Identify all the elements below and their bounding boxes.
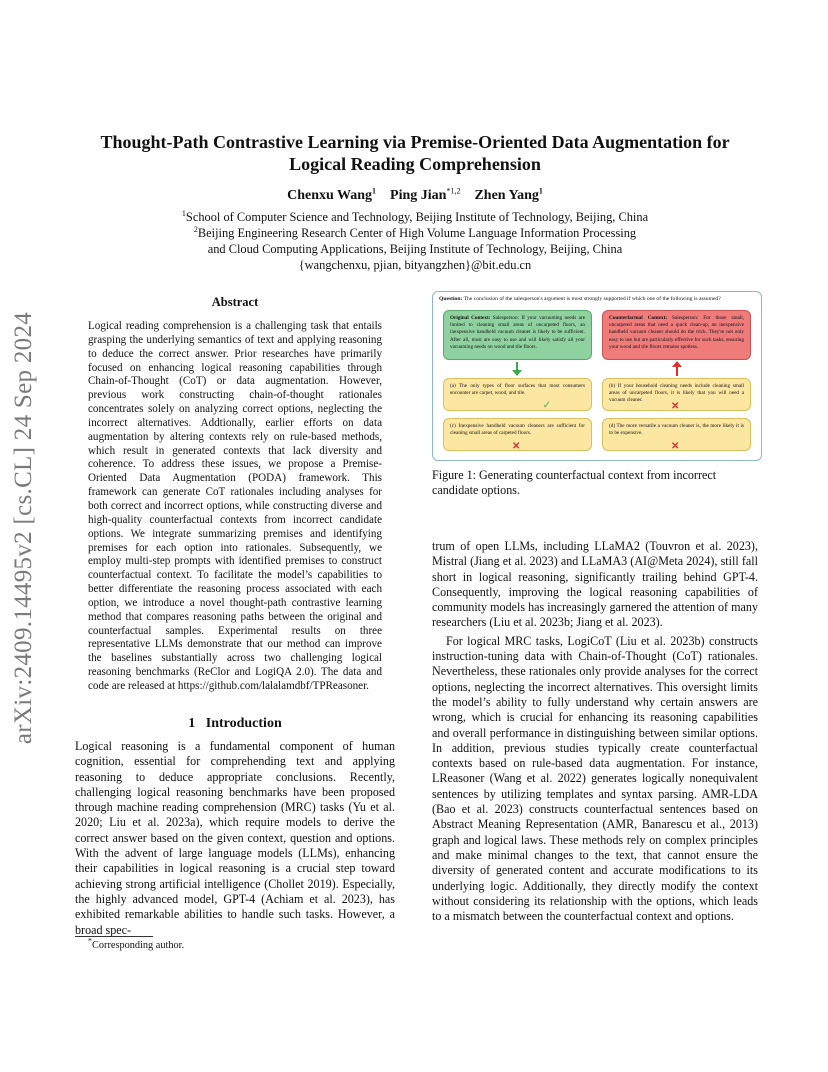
affiliation: $^1$School of Computer Science and Technology, Beijing Institute of Technology, Beijing, China <box>181 208 649 224</box>
intro-paragraph: For logical MRC tasks, LogiCoT (Liu et al. 2023b) constructs instruction-tuning data with Chain-of-Thought (CoT) rationales. Nevertheless, these rationales only provide analyses for the correct options, neglecting the incorrect alternatives. This oversight limits the model’s ability to fully understand why certain answers are wrong, which is crucial for enhancing its reasoning capabilities and overall performance in distinguishing between similar options. In addition, previous studies typically create counterfactual contexts based on rule-based data augmentation. For instance, LReasoner (Wang et al. 2022) generates logically nonequivalent sentences by utilizing templates and syntax parsing. AMR-LDA (Bao et al. 2023) constructs counterfactual sentences based on Abstract Meaning Representation (AMR, Banarescu et al., 2013) graph and logical laws. These methods rely on complex principles and make minimal changes to the text, that cannot ensure the diversity of generated content and accurate modifications to its underlying logic. Additionally, they directly modify the context without considering its relationship with the options, which leads to a mismatch between the counterfactual context and options. <box>432 633 758 924</box>
figure-caption: Figure 1: Generating counterfactual context from incorrect candidate options. <box>432 468 717 498</box>
up-arrowhead-icon <box>672 361 682 367</box>
figure-1 <box>432 291 762 461</box>
intro-right-column <box>432 539 758 924</box>
paper-title-line1: Thought-Path Contrastive Learning via Premise-Oriented Data Augmentation for <box>100 132 730 152</box>
check-icon: ✓ <box>542 399 551 411</box>
author-name: Ping Jian <box>390 188 447 203</box>
author-name: Zhen Yang <box>474 188 539 203</box>
section-heading: 1 Introduction <box>188 716 282 731</box>
option-b-box: (b) If your household cleaning needs include cleaning small areas of uncarpeted floors, it is likely that you will need a vacuum cleaner. ✕ <box>602 378 751 411</box>
down-arrowhead-icon <box>512 370 522 376</box>
intro-paragraph: Logical reasoning is a fundamental component of human cognition, essential for comprehending text and applying reasoning to deduce appropriate conclusions. Recently, challenging logical reasoning benchmarks have been proposed through machine reading comprehension (MRC) tasks (Yu et al. 2020; Liu et al. 2023a), which require models to derive the correct answer based on the given context, question and options. With the advent of large language models (LLMs), enhancing their capabilities in logical reasoning is a crucial step toward achieving strong artificial intelligence (Chollet 2019). Especially, the highly advanced model, GPT-4 (Achiam et al. 2023), has exhibited remarkable abilities to handle such tasks. However, a broad spec- <box>75 739 395 937</box>
affiliation: and Cloud Computing Applications, Beijing Institute of Technology, Beijing, China <box>207 242 623 256</box>
cross-icon: ✕ <box>671 400 680 412</box>
cross-icon: ✕ <box>512 440 521 452</box>
arxiv-stamp <box>0 288 48 768</box>
option-a-box: (a) The only types of floor surfaces that most consumers encounter are carpet, wood, and tile. ✓ <box>443 378 592 411</box>
paper-title-line2: Logical Reading Comprehension <box>289 154 541 174</box>
author-emails: {wangchenxu, pjian, bityangzhen}@bit.edu.cn <box>298 258 532 272</box>
abstract-heading: Abstract <box>211 295 259 309</box>
option-c-box: (c) Inexpensive handheld vacuum cleaners are sufficient for cleaning small areas of carpeted floors. ✕ <box>443 418 592 451</box>
author-name: Chenxu Wang <box>287 188 373 203</box>
up-arrow-icon <box>676 366 678 376</box>
author-list: Chenxu Wang$^1$ Ping Jian$^{*1,2}$ Zhen Yang$^1$ <box>287 186 543 203</box>
footnote-rule <box>75 936 153 937</box>
figure-question: Question: The conclusion of the salesperson's argument is most strongly supported if which one of the following is assumed? <box>439 296 721 302</box>
abstract-text: Logical reading comprehension is a challenging task that entails grasping the underlying semantics of text and applying reasoning to deduce the correct answer. Prior researches have primarily focused on enhancing logical reasoning capabilities through Chain-of-Thought (CoT) or data augmentation. However, previous work constructing chain-of-thought rationales concentrates solely on analyzing correct options, neglecting the incorrect alternatives. Addtionally, earlier efforts on data augmentation by altering contexts rely on rule-based methods, which result in generated contexts that lack diversity and coherence. To address these issues, we propose a Premise-Oriented Data Augmentation (PODA) framework. This framework can generate CoT rationales including analyses for both correct and incorrect options, while constructing diverse and high-quality counterfactual contexts from incorrect candidate options. We integrate summarizing premises and identifying premises for each option into rationales. Subsequently, we employ multi-step prompts with identified premises to construct counterfactual context. To facilitate the model’s capabilities to better differentiate the reasoning process associated with each option, we introduce a novel thought-path contrastive learning method that compares reasoning paths between the original and counterfactual samples. Experimental results on three representative LLMs demonstrate that our method can improve the baselines substantially across two challenging logical reasoning benchmarks (ReClor and LogiQA 2.0). The data and code are released at https://github.com/lalalamdbf/TPReasoner. <box>88 320 382 692</box>
original-context-box: Original Context: Salesperson: If your vacuuming needs are limited to cleaning small areas of uncarpeted floors, an inexpensive handheld vacuum cleaner is likely to be sufficient. After all, most are easy to use and will likely satisfy all your vacuuming needs on wood and tile floors. <box>443 310 592 360</box>
option-d-box: (d) The more versatile a vacuum cleaner is, the more likely it is to be expensive. ✕ <box>602 418 751 451</box>
footnote: *Corresponding author. <box>88 936 185 951</box>
intro-paragraph: trum of open LLMs, including LLaMA2 (Touvron et al. 2023), Mistral (Jiang et al. 2023) and LLaMA3 (AI@Meta 2024), still fall short in logical reasoning, significantly trailing behind GPT-4. Consequently, improving the logical reasoning capabilities of community models has increasingly garnered the attention of many researchers (Liu et al. 2023b; Jiang et al. 2023). <box>432 539 758 630</box>
arxiv-id: arXiv:2409.14495v2 [cs.CL] 24 Sep 2024 <box>10 311 37 745</box>
counterfactual-context-box: Counterfactual Context: Salesperson: For those small, uncarpeted areas that need a quick clean-up, an inexpensive handheld vacuum cleaner should do the trick. They're not only easy to use but are particularly effective for such tasks, ensuring your wood and tile floors remains spotless. <box>602 310 751 360</box>
intro-left-column <box>75 739 395 938</box>
cross-icon: ✕ <box>671 440 680 452</box>
affiliation: $^2$Beijing Engineering Research Center of High Volume Language Information Processing <box>193 224 637 240</box>
